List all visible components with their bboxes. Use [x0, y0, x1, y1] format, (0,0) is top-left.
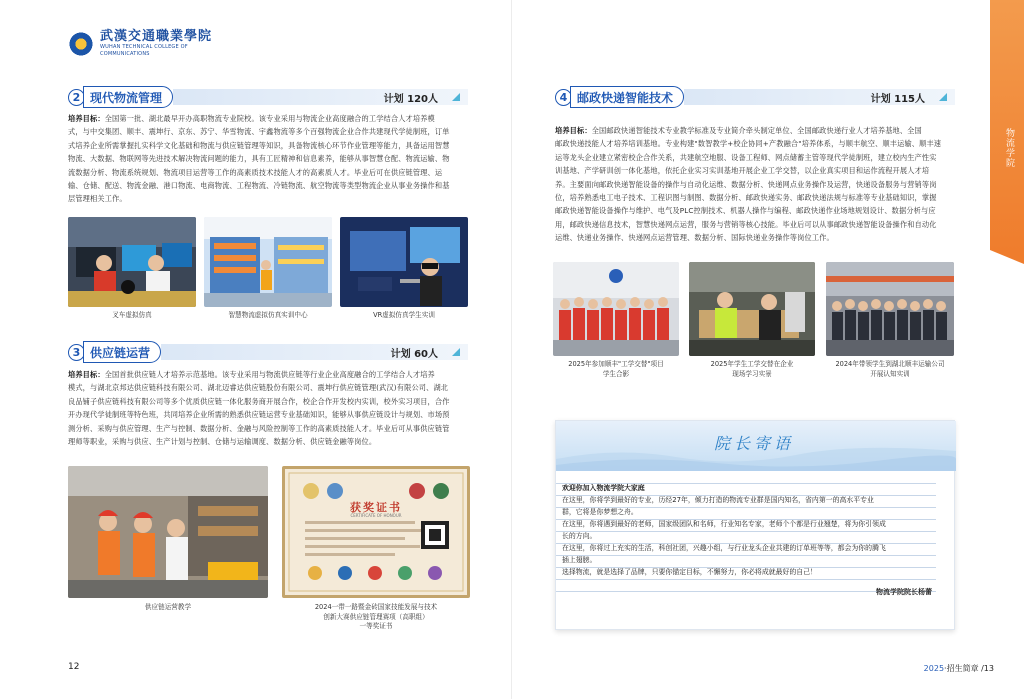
college-emblem-icon: [68, 31, 94, 57]
side-tab-notch: [990, 250, 1024, 264]
para-line: 输、仓储、配送、物流金融、港口物流、电商物流、工程物流、冷链物流、航空物流等类型物流企业从事业务操作和基: [68, 181, 450, 191]
para-line: 开办现代学徒制班等特色班，共同培养企业所需的熟悉供应链运营专业基础知识，能够从事供应链设计与规划、市场预: [68, 410, 450, 420]
field-training-photo: [826, 262, 954, 356]
para-line: 模式，与湖北京邦达供应链科技有限公司、湖北迈睿达供应链股份有限公司、震坤行供应链管理(武汉)有限公司、湖北: [68, 383, 449, 393]
letter-title: 院长寄语: [713, 434, 794, 453]
triangle-corner-icon: [452, 348, 460, 356]
work-study-photo: [689, 262, 815, 356]
photo-caption: 2024年带领学生到湖北顺丰运输公司 开展认知实训: [835, 360, 945, 378]
letter-line: 在这里，你将遇到最好的老师，国家级团队和名师，行业知名专家，老师个个都是行业翘楚，将为你引领成: [562, 520, 886, 528]
section-number: 3: [68, 344, 85, 361]
para-line: 层管理相关工作。: [68, 194, 127, 204]
letter-line: 选择物流，就是选择了品牌，只要你锚定目标，不懈努力，你必将成就最好的自己！: [562, 568, 817, 576]
section-2-header: [68, 86, 468, 108]
para-line: 良品铺子供应链科技有限公司等多个优质供应链一体化服务商开展合作，校企合作开发校内实训，校外实习项目，合作: [68, 396, 450, 406]
forklift-simulation-photo: [68, 217, 196, 307]
certificate-subtitle: CERTIFICATE OF HONOUR: [350, 513, 402, 518]
photo-caption: 供应链运营教学: [144, 603, 192, 611]
logo-text: [100, 30, 238, 58]
section-title: 邮政快递智能技术: [570, 86, 684, 108]
para-line: 培养目标：全国邮政快递智能技术专业教学标准及专业简介牵头制定单位、全国邮政快递行业人才培养基地、全国: [555, 126, 922, 135]
sf-group-photo: [553, 262, 679, 356]
letter-line: 长的方向。: [562, 532, 597, 540]
para-line: 用，邮政快递信息技术，智慧快递网点运营，服务与营销等核心技能。毕业后可以从事邮政快递智能设备操作和自动化: [555, 219, 937, 229]
para-line: 流数据分析、物流系统规划、物流项目运营等工作的高素质技术技能人才的高素质人才。毕业后可在供应链管理、运: [68, 167, 443, 177]
para-line: 培养目标：全国第一批、湖北最早开办高职物流专业院校。该专业采用与物流企业高度融合的工学结合人才培养模: [68, 114, 435, 123]
para-line: 位，培养熟悉电工电子技术、工程识图与制图、数据分析、邮政快递实务、邮政快递法规与标准等专业基础知识，掌握: [555, 193, 937, 203]
letter-header-band: [556, 421, 956, 471]
dean-letter-card: [555, 420, 955, 630]
para-line: 式，与中交集团、顺丰、震坤行、京东、苏宁、华雪物流、宇鑫物流等多个百强物流企业合作共建现代学徒制班，订单: [68, 127, 450, 137]
triangle-corner-icon: [452, 93, 460, 101]
section-plan-bar: [684, 89, 955, 105]
section-4-header: [555, 86, 955, 108]
section-3-description: [68, 368, 470, 448]
section-plan-bar: [173, 89, 468, 105]
section-plan-bar: [161, 344, 468, 360]
letter-line: 插上翅膀。: [562, 556, 597, 564]
ruled-line: [556, 531, 936, 532]
photo-caption: 2025年学生工学交替在企业 现场学习实景: [710, 360, 794, 378]
para-line: 测分析、采购与供应管理、生产与控制、数据分析、金融与风险控制等工作的高素质技能人才。毕业后可从事供应链管: [68, 423, 450, 433]
para-line: 运等龙头企业建立紧密校企合作关系，共建航空地服、设备工程师、网点储蓄主管等现代学徒制班，建立校内生产性实: [555, 152, 937, 162]
para-line: 物流、大数据、物联网等先进技术解决物流问题的能力，具有工匠精神和信息素养，能够从事智慧仓配、物流运输、物: [68, 154, 450, 164]
award-certificate: [282, 466, 470, 598]
enrollment-plan: 计划 115人: [870, 93, 925, 105]
section-number: 4: [555, 89, 572, 106]
para-line: 运维、快递业务操作、快递网点运营管理、数据分析、国际快递业务操作等岗位工作。: [555, 233, 834, 243]
section-title: 现代物流管理: [83, 86, 173, 108]
section-4-description: [555, 124, 957, 245]
side-tab-label: 物流学院: [1004, 128, 1014, 168]
photo-caption: 2025年参加顺丰"工学交替"项目 学生合影: [568, 360, 664, 378]
college-side-tab: [990, 0, 1024, 250]
enrollment-plan: 计划 120人: [383, 93, 438, 105]
page-number-right: 2025·招生简章 /13: [923, 664, 994, 673]
section-3-header: [68, 341, 468, 363]
section-number: 2: [68, 89, 85, 106]
para-line: 训基地、产学研训创一体化基地，依托企业实习实训基地开展企业工学交替，以企业真实项目和运作流程开展人才培: [555, 166, 930, 176]
logo-chinese-name: 武漢交通職業學院: [100, 29, 213, 44]
para-line: 邮政快递技能人才培养培训基地。专业构建"数智教学+校企协同+产教融合"培养体系，与顺丰航空、顺丰运输、顺丰速: [555, 139, 942, 149]
supply-chain-teaching-photo: [68, 466, 268, 598]
para-line: 理师等职业，采购与供应、生产计划与控制、仓储与运输调度、数据分析、供应链金融等岗位。: [68, 437, 377, 447]
letter-line: 群，它将是你梦想之舟。: [562, 508, 638, 516]
page-number-left: 12: [68, 662, 80, 672]
enrollment-plan: 计划 60人: [390, 348, 438, 360]
para-line: 培养目标：全国首批供应链人才培养示范基地。该专业采用与物流供应链等行业企业高度融合的工学结合人才培养: [68, 370, 435, 379]
photo-caption: VR虚拟仿真学生实训: [373, 311, 435, 319]
letter-line: 在这里，你将学到最好的专业，历经27年，倾力打造的物流专业群是国内知名，省内第一的高水平专业: [562, 496, 874, 504]
section-2-description: [68, 112, 470, 206]
certificate-title: 获奖证书: [350, 501, 402, 514]
para-line: 式培养企业所需掌握扎实科学文化基础和物流与供应链管理等知识，具备物流核心环节作业管理等能力，具备运用智慧: [68, 140, 450, 150]
letter-line: 欢迎你加入物流学院大家庭: [562, 484, 645, 492]
logo-english-name: WUHAN TECHNICAL COLLEGE OF COMMUNICATIONS: [100, 44, 188, 57]
certificate-caption: 2024一带一路暨金砖国家技能发展与技术 创新大赛供应链管理赛项（高职组） 一等奖证书: [314, 603, 438, 630]
photo-caption: 叉车虚拟仿真: [112, 311, 152, 319]
smart-logistics-center-photo: [204, 217, 332, 307]
ruled-line: [556, 579, 936, 580]
vr-training-photo: [340, 217, 468, 307]
para-line: 邮政快递智能设备操作与维护、电气及PLC控制技术、机器人操作与编程、邮政快递作业场地规划设计、数据分析与应: [555, 206, 936, 216]
photo-caption: 智慧物流虚拟仿真实训中心: [228, 311, 308, 319]
letter-line: 在这里，你将过上充实的生活，科创社团，兴趣小组，与行业龙头企业共建的订单班等等，都会为你的腾飞: [562, 544, 886, 552]
triangle-corner-icon: [939, 93, 947, 101]
college-logo: [68, 28, 238, 60]
section-title: 供应链运营: [83, 341, 161, 363]
ruled-line: [556, 555, 936, 556]
para-line: 养。主要面向邮政快递智能设备的操作与自动化运维、数据分析、快递网点业务操作及运营，快递设备服务与营销等岗: [555, 179, 937, 189]
letter-signature: 物流学院院长杨蕾: [876, 588, 932, 596]
